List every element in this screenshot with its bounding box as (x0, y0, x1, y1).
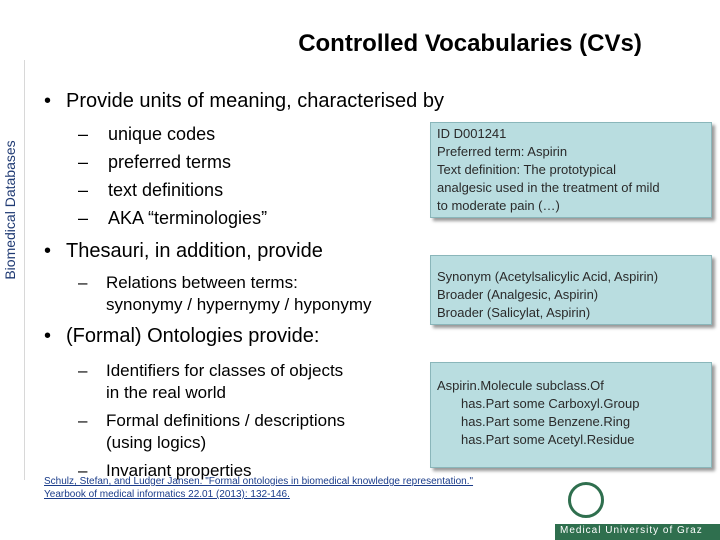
slide-title: Controlled Vocabularies (CVs) (298, 30, 642, 57)
bullet-2-list (78, 272, 371, 316)
list-item: – unique codes (78, 124, 216, 144)
list-item: – AKA “terminologies” (78, 208, 268, 228)
bullet-1-list (78, 120, 267, 232)
bullet-2-text: Thesauri, in addition, provide (66, 240, 323, 262)
side-label: Biomedical Databases (2, 140, 18, 280)
list-item: – preferred terms (78, 152, 232, 172)
university-logo-text: Medical University of Graz (560, 525, 703, 536)
side-divider (24, 60, 25, 480)
bullet-1: • Provide units of meaning, characterised by (44, 90, 444, 112)
list-item: – Formal definitions / descriptions (using logics) (78, 411, 346, 452)
list-item: – Identifiers for classes of objects in the real world (78, 361, 344, 402)
bullet-3-text: (Formal) Ontologies provide: (66, 325, 320, 347)
example-box-thesaurus: Synonym (Acetylsalicylic Acid, Aspirin) Broader (Analgesic, Aspirin) Broader (Salicylat, Aspirin) (430, 255, 712, 325)
bullet-3: • (Formal) Ontologies provide: (44, 325, 320, 347)
bullet-2: • Thesauri, in addition, provide (44, 240, 323, 262)
citation-link[interactable]: Schulz, Stefan, and Ludger Jansen. "Formal ontologies in biomedical knowledge representation." Yearbook of medical informatics 22.01 (2013): 132-146. (44, 476, 474, 500)
list-item: – Relations between terms: synonymy / hypernymy / hyponymy (78, 273, 372, 314)
bullet-1-text: Provide units of meaning, characterised by (66, 90, 444, 112)
example-box-cv: ID D001241 Preferred term: Aspirin Text definition: The prototypical analgesic used in the treatment of mild to moderate pain (…) (430, 122, 712, 218)
university-seal-icon (568, 482, 604, 518)
list-item: – Invariant properties (78, 461, 252, 480)
example-box-ontology: Aspirin.Molecule subclass.Of has.Part some Carboxyl.Group has.Part some Benzene.Ring has.Part some Acetyl.Residue (430, 362, 712, 468)
bullet-3-list (78, 360, 345, 482)
list-item: – text definitions (78, 180, 224, 200)
